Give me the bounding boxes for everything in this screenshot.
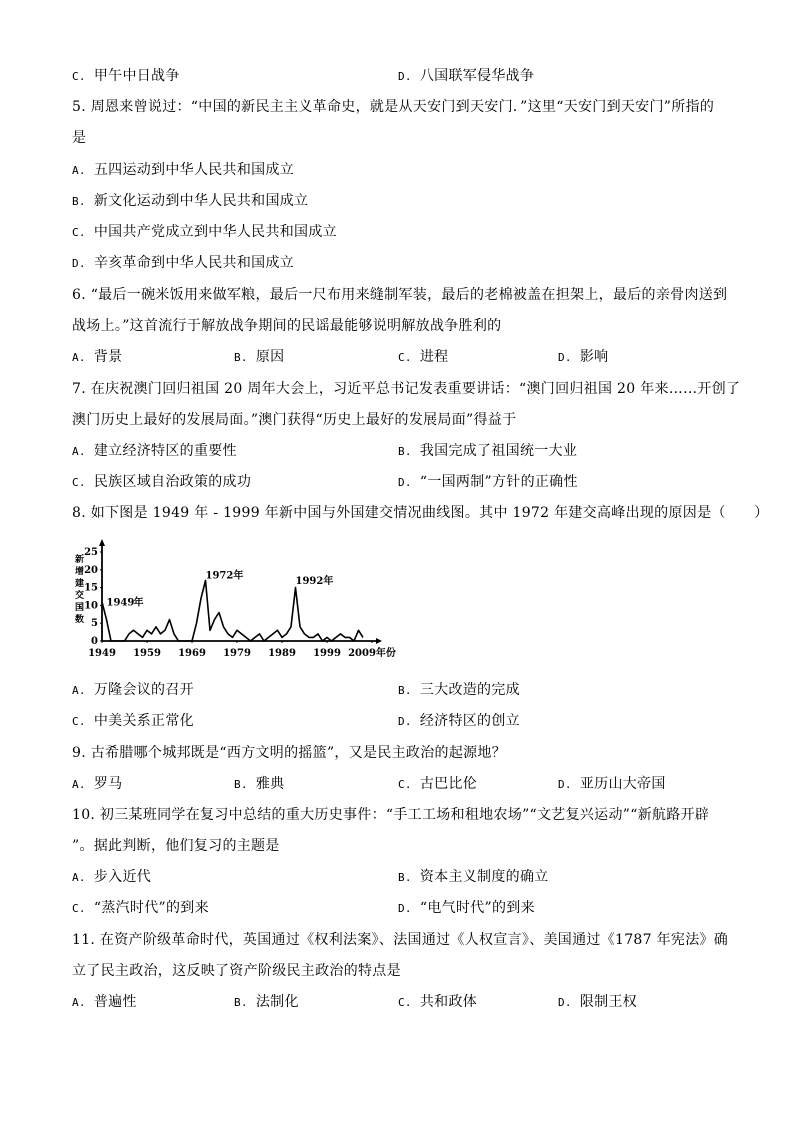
option-text: 影响 <box>579 349 609 365</box>
annotation-label: 1972年 <box>205 570 244 582</box>
option-label: B. <box>234 778 248 791</box>
option-c <box>72 711 194 732</box>
y-axis-title-char: 数 <box>75 615 85 625</box>
option-c <box>398 347 448 368</box>
y-axis-title-char: 增 <box>75 567 85 577</box>
option-text: 民族区域自治政策的成功 <box>93 474 252 490</box>
option-text: 雅典 <box>255 776 285 792</box>
y-axis-title-char: 国 <box>75 603 85 613</box>
option-label: D. <box>398 70 412 83</box>
option-label: C. <box>72 70 86 83</box>
option-d <box>558 992 637 1013</box>
y-tick-label: 15 <box>84 582 98 594</box>
option-label: A. <box>72 684 86 697</box>
option-a <box>72 774 122 795</box>
option-text: 三大改造的完成 <box>419 682 520 698</box>
option-label: C. <box>72 476 86 489</box>
option-text: “一国两制”方针的正确性 <box>419 474 578 490</box>
option-a <box>72 347 122 368</box>
option-text: 新文化运动到中华人民共和国成立 <box>93 193 309 209</box>
y-axis-title-char: 新 <box>75 555 85 565</box>
option-a <box>72 160 294 181</box>
option-text: 亚历山大帝国 <box>579 776 666 792</box>
y-tick-label: 25 <box>84 547 98 558</box>
option-d <box>398 472 578 493</box>
option-label: C. <box>398 351 412 364</box>
question-5-stem: 5. 周恩来曾说过：“中国的新民主主义革命史，就是从天安门到天安门．”这里“天安门到天安门”所指的 <box>72 99 715 115</box>
option-c <box>72 222 337 243</box>
option-label: D. <box>72 257 86 270</box>
option-label: B. <box>398 445 412 458</box>
diplomatic-relations-chart <box>72 536 412 666</box>
option-a <box>72 867 151 888</box>
y-axis-arrow <box>99 539 105 546</box>
option-d <box>558 347 608 368</box>
option-label: A. <box>72 351 86 364</box>
y-axis-title-char: 交 <box>75 591 85 601</box>
option-label: B. <box>398 684 412 697</box>
option-a <box>72 680 194 701</box>
option-label: C. <box>72 226 86 239</box>
option-text: 原因 <box>255 349 285 365</box>
option-text: 八国联军侵华战争 <box>419 68 535 84</box>
option-text: 罗马 <box>93 776 123 792</box>
option-text: 辛亥革命到中华人民共和国成立 <box>93 255 295 271</box>
option-label: A. <box>72 445 86 458</box>
option-text: 共和政体 <box>419 994 478 1010</box>
y-tick-label: 5 <box>91 618 98 630</box>
option-c <box>398 774 477 795</box>
option-text: 五四运动到中华人民共和国成立 <box>93 162 295 178</box>
option-d <box>398 898 535 919</box>
option-label: C. <box>72 715 86 728</box>
question-5-stem-cont: 是 <box>72 130 87 146</box>
option-text: 甲午中日战争 <box>93 68 180 84</box>
option-d <box>398 66 534 87</box>
question-6-stem-cont: 战场上。”这首流行于解放战争期间的民谣最能够说明解放战争胜利的 <box>72 318 502 334</box>
option-label: D. <box>398 476 412 489</box>
x-tick-label: 1959 <box>133 648 161 659</box>
option-label: A. <box>72 778 86 791</box>
x-tick-label: 1969 <box>178 648 206 659</box>
option-text: 限制王权 <box>579 994 638 1010</box>
option-label: D. <box>398 902 412 915</box>
option-label: A. <box>72 996 86 1009</box>
question-11-stem-cont: 立了民主政治，这反映了资产阶级民主政治的特点是 <box>72 963 401 979</box>
option-b <box>398 680 520 701</box>
x-tick-label: 1979 <box>223 648 251 659</box>
option-label: B. <box>234 996 248 1009</box>
option-text: 经济特区的创立 <box>419 713 520 729</box>
question-6-stem: 6. “最后一碗米饭用来做军粮，最后一尺布用来缝制军装，最后的老棉被盖在担架上，最后的亲骨肉送到 <box>72 287 728 303</box>
series-line <box>102 581 363 642</box>
option-c <box>72 472 251 493</box>
option-text: 中美关系正常化 <box>93 713 194 729</box>
y-tick-label: 10 <box>84 600 98 612</box>
option-label: C. <box>72 902 86 915</box>
option-label: B. <box>72 195 86 208</box>
question-7-stem: 7. 在庆祝澳门回归祖国 20 周年大会上，习近平总书记发表重要讲话：“澳门回归祖国 20 年来……开创了 <box>72 381 741 397</box>
option-text: 背景 <box>93 349 123 365</box>
option-text: 古巴比伦 <box>419 776 478 792</box>
option-label: C. <box>398 778 412 791</box>
option-label: B. <box>234 351 248 364</box>
option-b <box>234 347 284 368</box>
option-c <box>72 66 180 87</box>
option-d <box>558 774 666 795</box>
question-11-stem: 11. 在资产阶级革命时代，英国通过《权利法案》、法国通过《人权宣言》、美国通过《1787 年宪法》确 <box>72 932 729 948</box>
option-text: 法制化 <box>255 994 299 1010</box>
question-8-stem: 8. 如下图是 1949 年 - 1999 年新中国与外国建交情况曲线图。其中 1972 年建交高峰出现的原因是（ ） <box>72 505 769 521</box>
annotation-label: 1949 <box>106 597 135 609</box>
option-d <box>398 711 520 732</box>
option-a <box>72 992 137 1013</box>
option-label: B. <box>398 871 412 884</box>
y-tick-label: 0 <box>91 636 98 647</box>
option-text: 我国完成了祖国统一大业 <box>419 443 578 459</box>
option-text: 资本主义制度的确立 <box>419 869 549 885</box>
option-b <box>398 441 577 462</box>
x-tick-label: 2009年份 <box>348 648 396 659</box>
option-b <box>234 774 284 795</box>
option-text: 进程 <box>419 349 449 365</box>
option-label: A. <box>72 164 86 177</box>
option-b <box>398 867 549 888</box>
question-9-stem: 9. 古希腊哪个城邦既是“西方文明的摇篮”，又是民主政治的起源地？ <box>72 745 507 761</box>
option-text: 中国共产党成立到中华人民共和国成立 <box>93 224 337 240</box>
annotation-label: 年 <box>133 597 144 609</box>
question-7-stem-cont: 澳门历史上最好的发展局面。”澳门获得“历史上最好的发展局面”得益于 <box>72 412 517 428</box>
y-axis-title-char: 建 <box>75 579 85 589</box>
annotation-label: 1992年 <box>295 576 334 588</box>
option-label: C. <box>398 996 412 1009</box>
question-10-stem-cont: ”。据此判断，他们复习的主题是 <box>72 838 280 854</box>
option-text: 建立经济特区的重要性 <box>93 443 237 459</box>
option-a <box>72 441 237 462</box>
option-b <box>72 191 308 212</box>
option-c <box>72 898 209 919</box>
y-tick-label: 20 <box>84 564 98 576</box>
x-tick-label: 1999 <box>313 648 341 659</box>
option-label: D. <box>558 351 572 364</box>
option-text: 步入近代 <box>93 869 152 885</box>
question-10-stem: 10. 初三某班同学在复习中总结的重大历史事件：“手工工场和租地农场”“文艺复兴运动”“新航路开辟 <box>72 807 710 823</box>
x-tick-label: 1949 <box>88 648 116 659</box>
option-text: 普遍性 <box>93 994 137 1010</box>
option-d <box>72 253 294 274</box>
option-c <box>398 992 477 1013</box>
x-tick-label: 1989 <box>268 648 296 659</box>
option-b <box>234 992 299 1013</box>
option-text: “电气时代”的到来 <box>419 900 535 916</box>
option-label: D. <box>558 778 572 791</box>
option-label: D. <box>558 996 572 1009</box>
x-axis-arrow <box>376 638 382 644</box>
option-text: 万隆会议的召开 <box>93 682 194 698</box>
option-text: “蒸汽时代”的到来 <box>93 900 209 916</box>
option-label: D. <box>398 715 412 728</box>
option-label: A. <box>72 871 86 884</box>
